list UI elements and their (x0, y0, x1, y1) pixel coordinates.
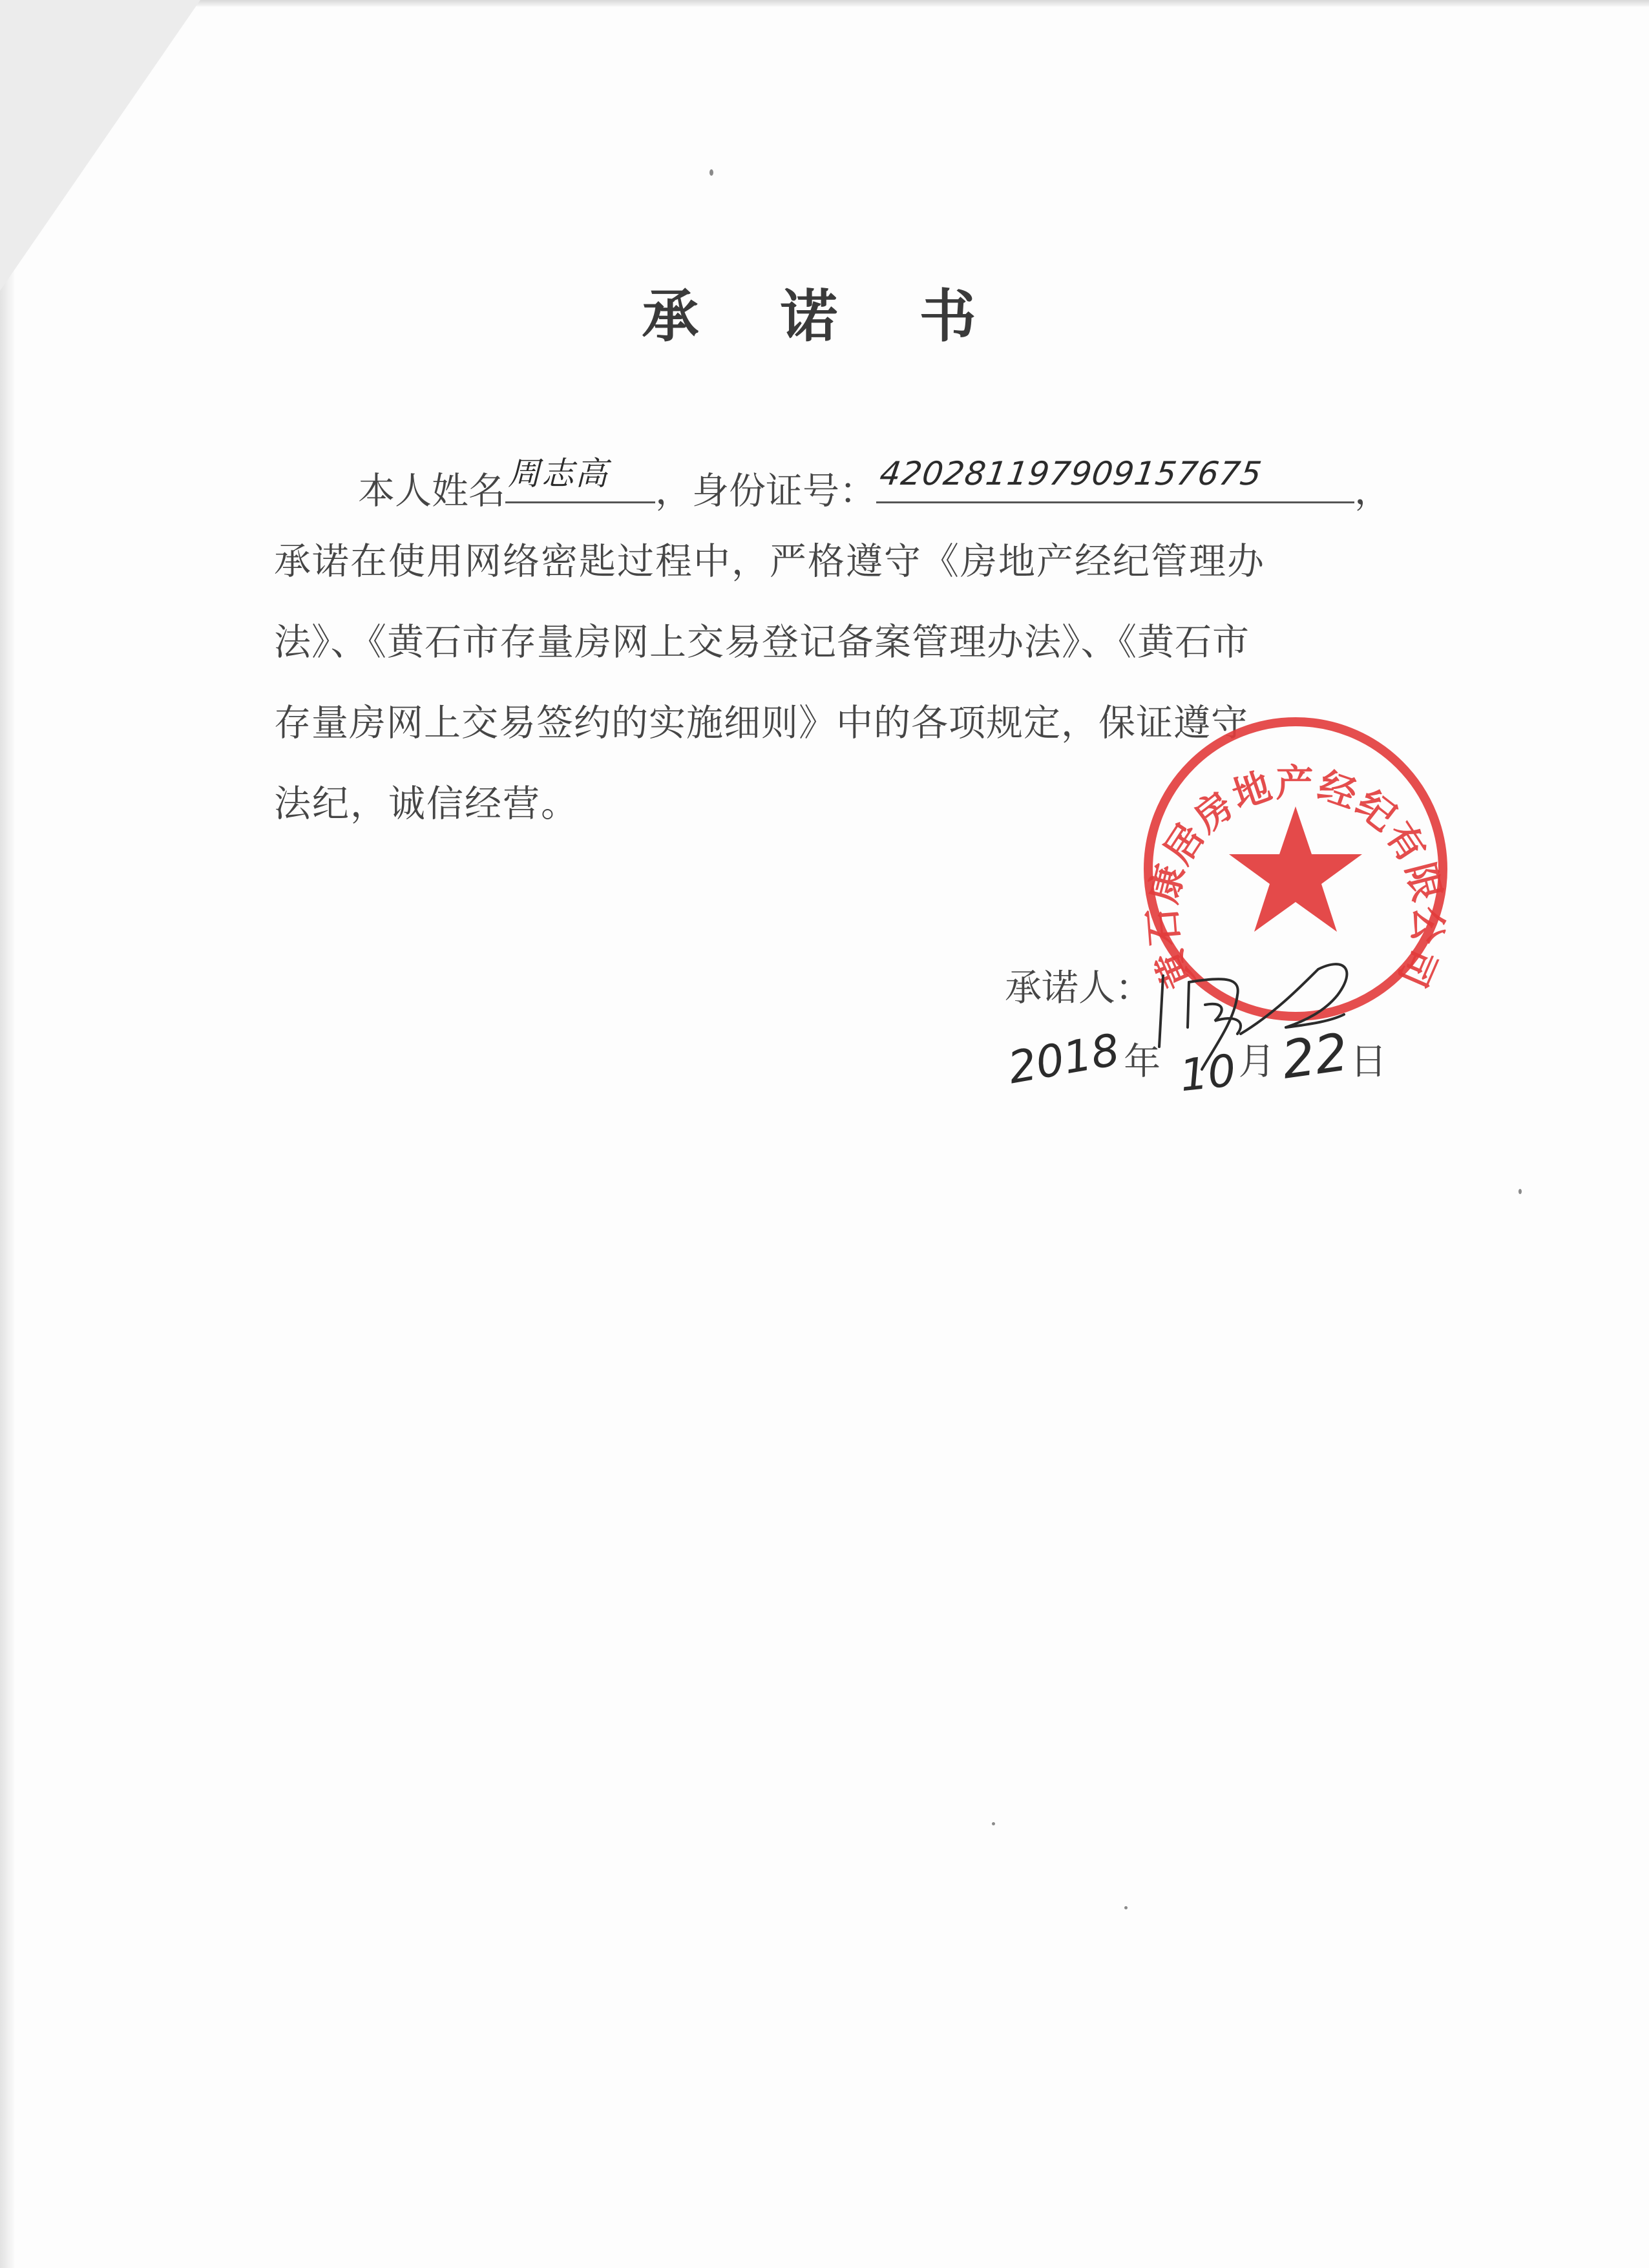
name-prefix: 本人姓名 (358, 470, 505, 512)
seal-text: 黄石康居房地产经纪有限公司 (1140, 761, 1451, 996)
declaration-line-5: 法纪，诚信经营。 (274, 782, 579, 825)
seal-star-icon (1229, 806, 1362, 932)
id-blank (876, 456, 1354, 503)
scan-speck (1518, 1189, 1522, 1194)
handwritten-id-number: 420281197909157675 (877, 455, 1265, 492)
id-prefix: ，身份证号： (655, 470, 876, 512)
scan-top-edge (0, 0, 1649, 6)
declaration-line-3: 法》、《黄石市存量房网上交易登记备案管理办法》、《黄石市 (274, 621, 1250, 664)
date-month: 10 (1177, 1045, 1239, 1102)
month-label: 月 (1238, 1040, 1276, 1083)
declaration-line-4: 存量房网上交易签约的实施细则》中的各项规定，保证遵守 (274, 702, 1248, 744)
scan-speck (709, 169, 713, 176)
day-label: 日 (1350, 1040, 1387, 1083)
scan-speck (1124, 1906, 1128, 1909)
scan-speck (992, 1822, 995, 1825)
line1-suffix: ， (1354, 470, 1391, 512)
promisor-label: 承诺人： (1005, 967, 1152, 1009)
handwritten-name: 周志高 (508, 455, 609, 492)
date-day: 22 (1277, 1022, 1352, 1091)
year-label: 年 (1124, 1040, 1161, 1083)
declaration-line-2: 承诺在使用网络密匙过程中，严格遵守《房地产经纪管理办 (274, 540, 1265, 583)
date-year: 2018 (1004, 1024, 1124, 1095)
name-blank (505, 456, 655, 503)
page-title: 承 诺 书 (642, 283, 1007, 350)
signing-date (1004, 1022, 1387, 1102)
folded-corner (0, 0, 200, 291)
declaration-line-1 (358, 456, 1482, 516)
